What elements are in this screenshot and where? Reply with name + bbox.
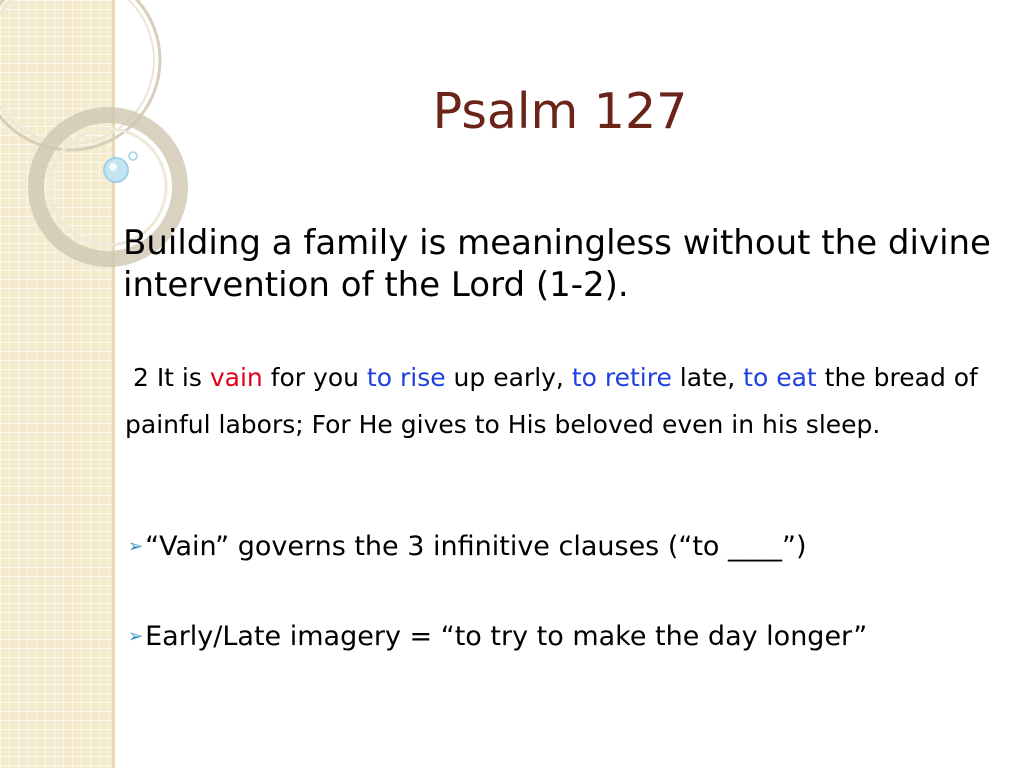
verse-segment: late, — [671, 363, 744, 392]
verse-text — [125, 354, 1017, 448]
slide-subtitle: Building a family is meaningless without the divine intervention of the Lord (1-2). — [123, 223, 991, 305]
bullet-item — [128, 530, 807, 564]
bullet-text: Early/Late imagery = “to try to make the day longer” — [145, 621, 868, 652]
vain-highlight: vain — [209, 363, 263, 392]
bullet-text: “Vain” governs the 3 infinitive clauses (“to ____”) — [145, 531, 807, 562]
verse-number: 2 — [132, 363, 149, 392]
bullet-item — [128, 620, 867, 654]
to-rise-highlight: to rise — [366, 363, 446, 392]
verse-segment: It is — [156, 363, 210, 392]
verse-segment: up early, — [445, 363, 572, 392]
arrow-right-icon: ➢ — [128, 536, 144, 557]
to-eat-highlight: to eat — [743, 363, 817, 392]
slide-title: Psalm 127 — [432, 83, 688, 140]
verse-segment: for you — [262, 363, 367, 392]
decorative-rings — [0, 0, 180, 260]
to-retire-highlight: to retire — [571, 363, 672, 392]
verse-segment: the bread of painful labors; For He gives to His beloved even in his sleep. — [125, 363, 978, 439]
arrow-right-icon: ➢ — [128, 626, 144, 647]
